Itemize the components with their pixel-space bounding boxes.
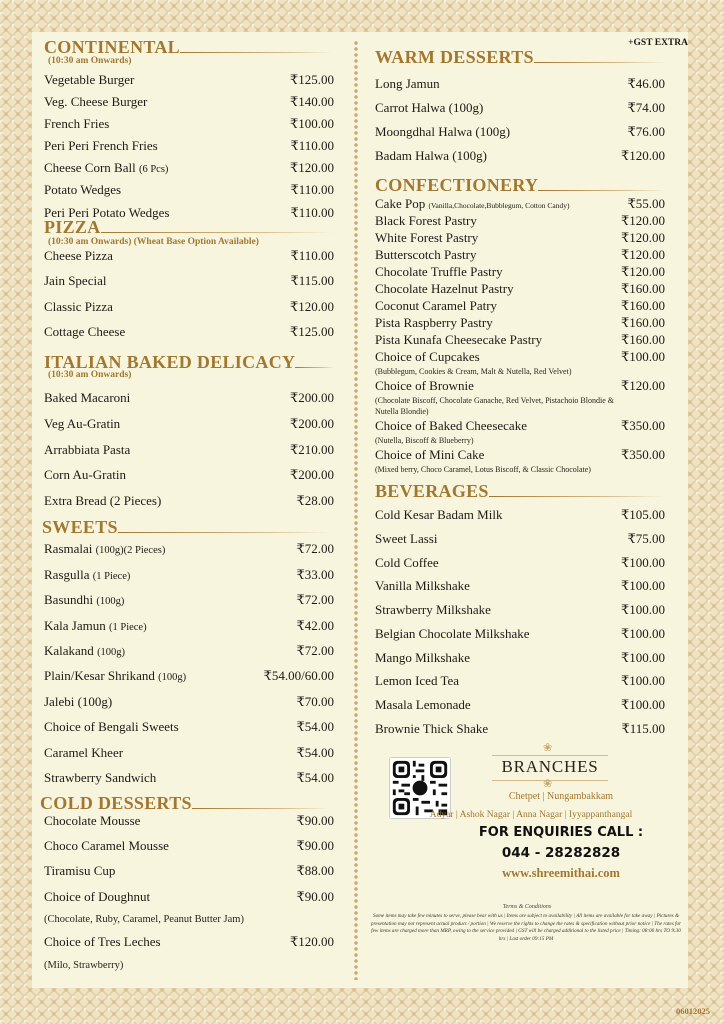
menu-item: Cheese Corn Ball (6 Pcs) ₹120.00 [44,160,334,175]
terms-body: Some items may take few minutes to serve, please bear with us | Items are subject to availability | All items are available for take away | Pictures & presentation may not represent actual product / portion | We reserve the rights to change the rates & specification without prior notice | The rates for few items are charged more than MRP, owing to the service provided | GST will be charged additional to the listed price | Timing: 08:00 hrs TO 9:30 hrs | Last order 09:15 PM [370,913,682,942]
menu-item: Brownie Thick Shake ₹115.00 [375,721,665,736]
price: ₹33.00 [296,567,334,582]
menu-item: Long Jamun ₹46.00 [375,76,665,91]
price: ₹54.00 [296,770,334,785]
section-header-pizza [44,218,334,236]
price: ₹75.00 [627,531,665,546]
section-header-sweets [42,518,332,536]
section-title: PIZZA [44,217,101,237]
price: ₹100.00 [289,116,334,131]
menu-item: Chocolate Hazelnut Pastry ₹160.00 [375,281,665,296]
price: ₹54.00/60.00 [263,668,334,683]
section-rule [534,62,665,63]
menu-item: Mango Milkshake ₹100.00 [375,650,665,665]
price: ₹120.00 [620,264,665,279]
item-note: Nutella Blondie) [375,407,429,416]
price: ₹110.00 [290,248,334,263]
price: ₹120.00 [620,247,665,262]
price: ₹28.00 [296,493,334,508]
item-note: (Bubblegum, Cookies & Cream, Malt & Nutella, Red Velvet) [375,367,572,376]
menu-item: Butterscotch Pastry ₹120.00 [375,247,665,262]
document-code: 06012025 [676,1006,710,1016]
menu-item: Rasgulla (1 Piece) ₹33.00 [44,567,334,582]
menu-item: Choice of Brownie ₹120.00 [375,378,665,393]
price: ₹125.00 [289,324,334,339]
section-header-confectionery [375,176,665,194]
menu-item: Strawberry Milkshake ₹100.00 [375,602,665,617]
price: ₹74.00 [627,100,665,115]
item-note: (Milo, Strawberry) [44,960,124,971]
price: ₹200.00 [289,390,334,405]
price: ₹115.00 [290,273,334,288]
price: ₹55.00 [627,196,665,211]
menu-item: Veg. Cheese Burger ₹140.00 [44,94,334,109]
menu-item: Basundhi (100g) ₹72.00 [44,592,334,607]
price: ₹90.00 [296,813,334,828]
terms-title: Terms & Conditions [502,904,552,910]
menu-item: Peri Peri French Fries ₹110.00 [44,138,334,153]
menu-item: Carrot Halwa (100g) ₹74.00 [375,100,665,115]
price: ₹115.00 [621,721,665,736]
menu-item: Cheese Pizza ₹110.00 [44,248,334,263]
price: ₹110.00 [290,138,334,153]
ornament-icon: ❀ [543,742,553,754]
menu-item: Lemon Iced Tea ₹100.00 [375,673,665,688]
menu-item: Corn Au-Gratin ₹200.00 [44,467,334,482]
menu-item: Classic Pizza ₹120.00 [44,299,334,314]
section-header-italian [44,353,334,371]
price: ₹70.00 [296,694,334,709]
section-title: SWEETS [42,517,118,537]
section-subtitle: (10:30 am Onwards) (Wheat Base Option Available) [48,237,259,247]
section-header-warm-desserts [375,48,665,66]
price: ₹42.00 [296,618,334,633]
menu-item: Choice of Doughnut ₹90.00 [44,889,334,904]
menu-item: Moongdhal Halwa (100g) ₹76.00 [375,124,665,139]
price: ₹100.00 [620,555,665,570]
menu-item: Chocolate Truffle Pastry ₹120.00 [375,264,665,279]
menu-item: Peri Peri Potato Wedges ₹110.00 [44,205,334,220]
section-rule [538,190,665,191]
section-header-continental [44,38,334,56]
price: ₹100.00 [620,578,665,593]
menu-item: Cold Kesar Badam Milk ₹105.00 [375,507,665,522]
section-rule [101,232,334,233]
menu-item: Belgian Chocolate Milkshake ₹100.00 [375,626,665,641]
menu-item: Choice of Bengali Sweets ₹54.00 [44,719,334,734]
price: ₹100.00 [620,602,665,617]
menu-item: Choice of Baked Cheesecake ₹350.00 [375,418,665,433]
price: ₹120.00 [289,299,334,314]
price: ₹54.00 [296,745,334,760]
menu-item: Vanilla Milkshake ₹100.00 [375,578,665,593]
menu-item: Strawberry Sandwich ₹54.00 [44,770,334,785]
section-rule [192,808,330,809]
menu-item: Baked Macaroni ₹200.00 [44,390,334,405]
branches-line-2: Adyar | Ashok Nagar | Anna Nagar | Iyyappanthangal [429,810,633,820]
menu-item: Choice of Cupcakes ₹100.00 [375,349,665,364]
item-note: (Mixed berry, Choco Caramel, Lotus Biscoff, & Classic Chocolate) [375,465,591,474]
price: ₹100.00 [620,626,665,641]
menu-item: Cold Coffee ₹100.00 [375,555,665,570]
price: ₹105.00 [620,507,665,522]
menu-item: Badam Halwa (100g) ₹120.00 [375,148,665,163]
menu-item: French Fries ₹100.00 [44,116,334,131]
item-note: (Nutella, Biscoff & Blueberry) [375,436,474,445]
branches-title: BRANCHES [501,757,599,776]
price: ₹160.00 [620,298,665,313]
item-note: (Chocolate, Ruby, Caramel, Peanut Butter Jam) [44,914,244,925]
gst-note: +GST EXTRA [628,38,688,48]
price: ₹120.00 [620,213,665,228]
menu-item: Pista Kunafa Cheesecake Pastry ₹160.00 [375,332,665,347]
section-header-cold-desserts [40,794,330,812]
price: ₹120.00 [289,934,334,949]
price: ₹100.00 [620,697,665,712]
phone-number[interactable]: 044 - 28282828 [501,845,621,861]
menu-item: Extra Bread (2 Pieces) ₹28.00 [44,493,334,508]
price: ₹120.00 [620,230,665,245]
menu-item: Pista Raspberry Pastry ₹160.00 [375,315,665,330]
menu-item: Choco Caramel Mousse ₹90.00 [44,838,334,853]
menu-item: Jalebi (100g) ₹70.00 [44,694,334,709]
column-divider [352,40,360,980]
price: ₹90.00 [296,838,334,853]
section-rule [118,532,332,533]
menu-item: Masala Lemonade ₹100.00 [375,697,665,712]
ornament-icon: ❀ [543,778,553,790]
menu-item: Choice of Mini Cake ₹350.00 [375,447,665,462]
ornament-rule [492,755,608,756]
website-link[interactable]: www.shreemithai.com [502,866,620,880]
branches-line-1: Chetpet | Nungambakkam [508,791,614,802]
section-rule [295,367,334,368]
section-title: CONFECTIONERY [375,175,539,195]
menu-item: Coconut Caramel Patry ₹160.00 [375,298,665,313]
price: ₹110.00 [290,182,334,197]
enquiry-label: FOR ENQUIRIES CALL : [478,825,644,840]
price: ₹110.00 [290,205,334,220]
price: ₹350.00 [620,447,665,462]
price: ₹200.00 [289,467,334,482]
price: ₹125.00 [289,72,334,87]
price: ₹90.00 [296,889,334,904]
price: ₹120.00 [620,148,665,163]
section-rule [180,52,334,53]
item-note: (Chocolate Biscoff, Chocolate Ganache, Red Velvet, Pistachoio Blondie & [375,396,614,405]
price: ₹210.00 [289,442,334,457]
price: ₹46.00 [627,76,665,91]
section-title: CONTINENTAL [44,37,180,57]
menu-item: Kalakand (100g) ₹72.00 [44,643,334,658]
price: ₹88.00 [296,863,334,878]
menu-item: Vegetable Burger ₹125.00 [44,72,334,87]
price: ₹54.00 [296,719,334,734]
price: ₹140.00 [289,94,334,109]
section-header-beverages [375,482,665,500]
menu-item: Caramel Kheer ₹54.00 [44,745,334,760]
price: ₹100.00 [620,673,665,688]
section-subtitle: (10:30 am Onwards) [48,370,132,380]
menu-item: Potato Wedges ₹110.00 [44,182,334,197]
section-title: WARM DESSERTS [375,47,534,67]
section-rule [489,496,665,497]
price: ₹72.00 [296,541,334,556]
menu-item: Cake Pop (Vanilla,Chocolate,Bubblegum, Cotton Candy) ₹55.00 [375,196,665,211]
price: ₹100.00 [620,349,665,364]
menu-item: Jain Special ₹115.00 [44,273,334,288]
price: ₹350.00 [620,418,665,433]
section-title: BEVERAGES [375,481,489,501]
section-title: ITALIAN BAKED DELICACY [44,352,296,372]
section-title: COLD DESSERTS [40,793,192,813]
menu-item: Cottage Cheese ₹125.00 [44,324,334,339]
menu-item: Arrabbiata Pasta ₹210.00 [44,442,334,457]
menu-item: Black Forest Pastry ₹120.00 [375,213,665,228]
menu-item: Plain/Kesar Shrikand (100g) ₹54.00/60.00 [44,668,334,683]
menu-item: White Forest Pastry ₹120.00 [375,230,665,245]
price: ₹72.00 [296,643,334,658]
menu-item: Veg Au-Gratin ₹200.00 [44,416,334,431]
price: ₹72.00 [296,592,334,607]
menu-item: Tiramisu Cup ₹88.00 [44,863,334,878]
price: ₹100.00 [620,650,665,665]
menu-item: Choice of Tres Leches ₹120.00 [44,934,334,949]
price: ₹200.00 [289,416,334,431]
menu-item: Sweet Lassi ₹75.00 [375,531,665,546]
menu-item: Kala Jamun (1 Piece) ₹42.00 [44,618,334,633]
section-subtitle: (10:30 am Onwards) [48,56,132,66]
price: ₹160.00 [620,332,665,347]
menu-item: Chocolate Mousse ₹90.00 [44,813,334,828]
menu-item: Rasmalai (100g)(2 Pieces) ₹72.00 [44,541,334,556]
price: ₹160.00 [620,315,665,330]
price: ₹120.00 [620,378,665,393]
price: ₹76.00 [627,124,665,139]
price: ₹120.00 [289,160,334,175]
price: ₹160.00 [620,281,665,296]
